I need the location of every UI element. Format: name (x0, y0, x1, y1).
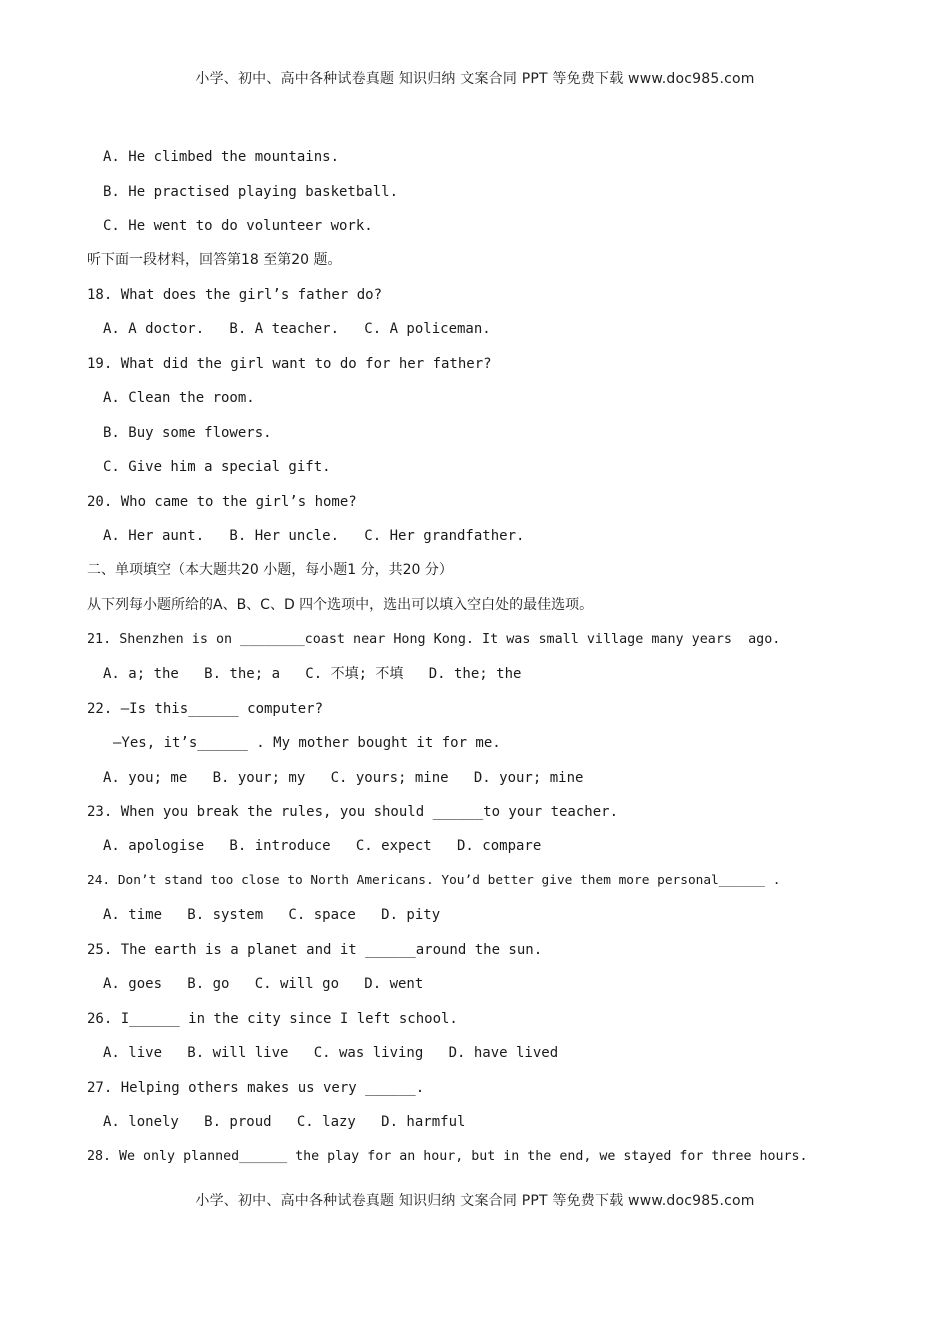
listening-instruction: 听下面一段材料，回答第18 至第20 题。 (87, 252, 342, 268)
question-19-option-a: A. Clean the room. (103, 390, 255, 406)
question-24: 24. Don’t stand too close to North Americans. You’d better give them more personal______ . (87, 873, 781, 888)
question-20: 20. Who came to the girl’s home? (87, 494, 357, 510)
question-25: 25. The earth is a planet and it ______around the sun. (87, 942, 543, 958)
question-27: 27. Helping others makes us very ______. (87, 1080, 425, 1096)
q17-option-a: A. He climbed the mountains. (103, 149, 340, 165)
question-20-options: A. Her aunt. B. Her uncle. C. Her grandfather. (103, 528, 525, 544)
section-instruction: 从下列每小题所给的A、B、C、D 四个选项中，选出可以填入空白处的最佳选项。 (87, 597, 594, 613)
question-23: 23. When you break the rules, you should ______to your teacher. (87, 804, 619, 820)
question-22-options: A. you; me B. your; my C. yours; mine D. your; mine (103, 770, 584, 786)
question-23-options: A. apologise B. introduce C. expect D. compare (103, 838, 542, 854)
question-26-options: A. live B. will live C. was living D. have lived (103, 1045, 559, 1061)
question-19-option-b: B. Buy some flowers. (103, 425, 272, 441)
question-18-options: A. A doctor. B. A teacher. C. A policeman. (103, 321, 491, 337)
question-21-options: A. a; the B. the; a C. 不填; 不填 D. the; the (103, 666, 522, 682)
question-24-options: A. time B. system C. space D. pity (103, 907, 441, 923)
q17-option-b: B. He practised playing basketball. (103, 184, 399, 200)
page-footer: 小学、初中、高中各种试卷真题 知识归纳 文案合同 PPT 等免费下载 www.doc985.com (195, 1193, 755, 1209)
page-header: 小学、初中、高中各种试卷真题 知识归纳 文案合同 PPT 等免费下载 www.doc985.com (195, 71, 755, 87)
question-22: 22. —Is this______ computer? (87, 701, 324, 717)
question-19-option-c: C. Give him a special gift. (103, 459, 331, 475)
question-25-options: A. goes B. go C. will go D. went (103, 976, 424, 992)
question-18: 18. What does the girl’s father do? (87, 287, 383, 303)
question-26: 26. I______ in the city since I left school. (87, 1011, 458, 1027)
section-title: 二、单项填空（本大题共20 小题，每小题1 分，共20 分） (87, 562, 453, 578)
question-21: 21. Shenzhen is on ________coast near Hong Kong. It was small village many years ago. (87, 632, 781, 647)
question-22-reply: —Yes, it’s______ . My mother bought it for me. (113, 735, 501, 751)
question-28: 28. We only planned______ the play for an hour, but in the end, we stayed for three hours. (87, 1149, 808, 1164)
q17-option-c: C. He went to do volunteer work. (103, 218, 373, 234)
question-19: 19. What did the girl want to do for her father? (87, 356, 492, 372)
question-27-options: A. lonely B. proud C. lazy D. harmful (103, 1114, 466, 1130)
